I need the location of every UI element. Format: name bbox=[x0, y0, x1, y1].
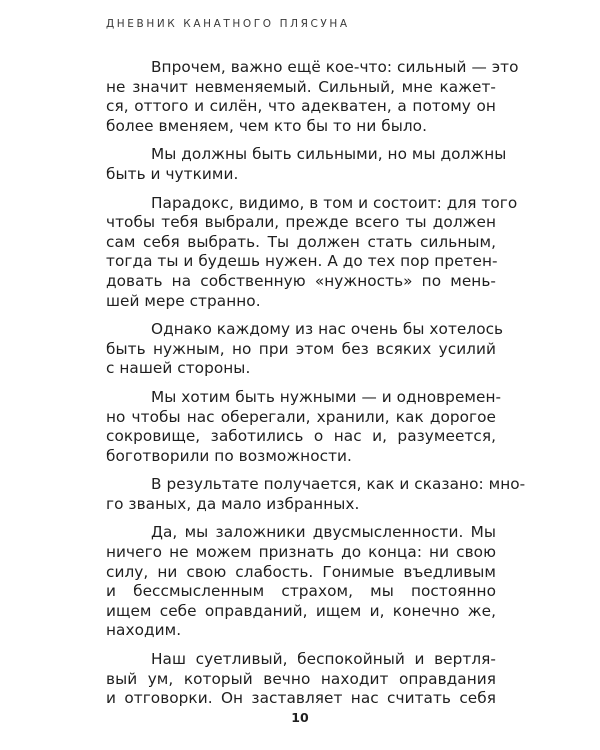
paragraph bbox=[106, 523, 496, 641]
text-line: довать на собственную «нужность» по мень- bbox=[106, 271, 496, 290]
body-text bbox=[106, 58, 526, 718]
text-line: ищем себе оправданий, ищем и, конечно же, bbox=[106, 601, 496, 620]
text-line: Мы должны быть сильными, но мы должны bbox=[151, 145, 507, 164]
text-line: сам себя выбрать. Ты должен стать сильным, bbox=[106, 232, 496, 251]
text-line: более вменяем, чем кто бы то ни было. bbox=[106, 116, 427, 135]
text-line: не значит невменяемый. Сильный, мне кажет- bbox=[106, 77, 496, 96]
text-line: Наш суетливый, беспокойный и вертля- bbox=[151, 650, 496, 669]
paragraph bbox=[106, 320, 504, 379]
text-line: Да, мы заложники двусмысленности. Мы bbox=[151, 523, 496, 542]
paragraph bbox=[106, 145, 507, 184]
text-line: тогда ты и будешь нужен. А до тех пор претен- bbox=[106, 252, 498, 271]
text-line: ся, оттого и силён, что адекватен, а потому он bbox=[106, 97, 496, 116]
text-line: и бессмысленным страхом, мы постоянно bbox=[106, 582, 496, 601]
text-line: чтобы тебя выбрали, прежде всего ты должен bbox=[106, 213, 496, 232]
text-line: силу, ни свою слабость. Гонимые въедливым bbox=[106, 562, 496, 581]
paragraph bbox=[106, 475, 526, 514]
running-head: ДНЕВНИК КАНАТНОГО ПЛЯСУНА bbox=[106, 18, 350, 30]
text-line: и отговорки. Он заставляет нас считать себя bbox=[106, 689, 496, 708]
paragraph bbox=[106, 58, 519, 136]
paragraph bbox=[106, 193, 518, 312]
text-line: В результате получается, как и сказано: мно- bbox=[151, 475, 526, 494]
text-line: находим. bbox=[106, 621, 182, 640]
text-line: го званых, да мало избранных. bbox=[106, 494, 360, 513]
text-line: боготворили по возможности. bbox=[106, 446, 352, 465]
text-line: Впрочем, важно ещё кое-что: сильный — это bbox=[151, 58, 519, 76]
text-line: но чтобы нас оберегали, хранили, как дорогое bbox=[106, 407, 496, 426]
text-line: с нашей стороны. bbox=[106, 359, 251, 378]
text-line: быть нужным, но при этом без всяких усилий bbox=[106, 339, 496, 358]
paragraph bbox=[106, 650, 496, 709]
text-line: сокровище, заботились о нас и, разумеется, bbox=[106, 427, 496, 446]
page-number: 10 bbox=[291, 710, 309, 725]
text-line: Парадокс, видимо, в том и состоит: для того bbox=[151, 193, 518, 212]
text-line: ничего не можем признать до конца: ни свою bbox=[106, 543, 496, 562]
text-line: Мы хотим быть нужными — и одновремен- bbox=[151, 387, 502, 406]
text-line: шей мере странно. bbox=[106, 291, 261, 310]
text-line: быть и чуткими. bbox=[106, 164, 239, 183]
paragraph bbox=[106, 387, 502, 466]
text-line: вый ум, который вечно находит оправдания bbox=[106, 669, 496, 688]
text-line: Однако каждому из нас очень бы хотелось bbox=[151, 320, 504, 339]
